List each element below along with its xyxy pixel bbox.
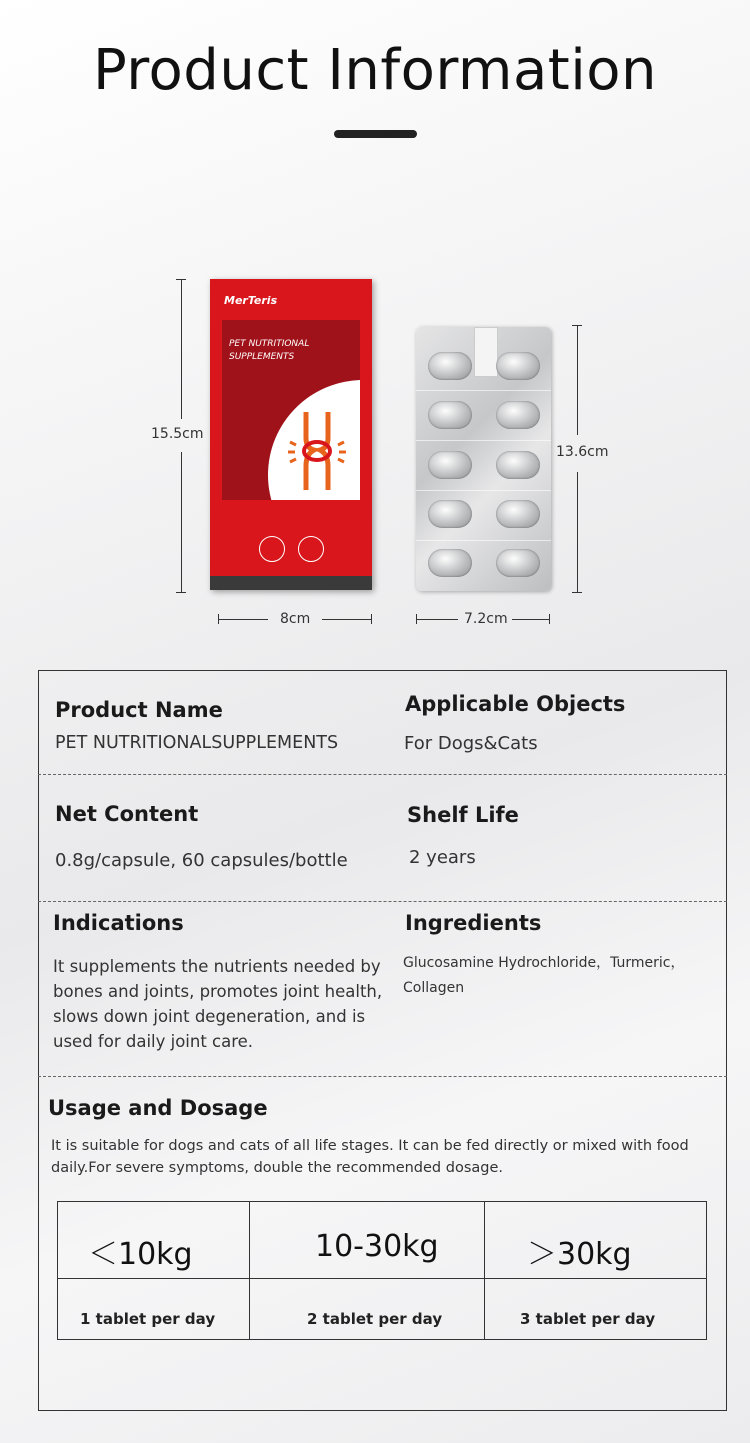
blister-perforation bbox=[416, 490, 551, 491]
net-content-value: 0.8g/capsule, 60 capsules/bottle bbox=[55, 850, 348, 871]
blister-perforation bbox=[416, 540, 551, 541]
dimension-line bbox=[181, 279, 182, 419]
dimension-tick bbox=[371, 614, 372, 624]
dimension-line bbox=[416, 619, 458, 620]
dose-cell: 2 tablet per day bbox=[307, 1310, 443, 1328]
net-content-label: Net Content bbox=[55, 802, 199, 826]
capsule bbox=[428, 352, 472, 380]
row-divider bbox=[38, 1076, 727, 1077]
dimension-tick bbox=[572, 592, 582, 593]
usage-text: It is suitable for dogs and cats of all life stages. It can be fed directly or mixed with food daily.For severe symptoms, double the recommended dosage. bbox=[51, 1138, 689, 1176]
blister-perforation bbox=[416, 390, 551, 391]
page-title: Product Information bbox=[92, 38, 658, 103]
dimension-line bbox=[181, 452, 182, 592]
blister-perforation bbox=[416, 440, 551, 441]
product-name-label: Product Name bbox=[55, 698, 223, 722]
ingredients-value: Glucosamine Hydrochloride，Turmeric，Collagen bbox=[403, 955, 685, 996]
capsule bbox=[496, 451, 540, 479]
weight-cell: ＜10kg bbox=[88, 1237, 193, 1272]
title-underline bbox=[334, 130, 417, 138]
box-label-text: PET NUTRITIONAL SUPPLEMENTS bbox=[229, 339, 310, 362]
dimension-line bbox=[577, 472, 578, 592]
product-name-value: PET NUTRITIONALSUPPLEMENTS bbox=[55, 733, 339, 753]
capsule bbox=[496, 500, 540, 528]
indications-value: It supplements the nutrients needed by bones and joints, promotes joint health, slows down joint degeneration, and is used for daily joint care. bbox=[53, 957, 383, 1051]
nutrition-icon bbox=[259, 536, 285, 562]
box-width-label: 8cm bbox=[280, 611, 311, 627]
applicable-objects-label: Applicable Objects bbox=[405, 692, 626, 716]
quality-icon bbox=[298, 536, 324, 562]
blister-width-label: 7.2cm bbox=[464, 611, 508, 627]
dimension-line bbox=[218, 619, 268, 620]
capsule bbox=[428, 451, 472, 479]
applicable-objects-value: For Dogs&Cats bbox=[404, 733, 538, 754]
dimension-line bbox=[322, 619, 372, 620]
dose-cell: 3 tablet per day bbox=[520, 1310, 656, 1328]
dimension-line bbox=[512, 619, 550, 620]
box-height-label: 15.5cm bbox=[151, 426, 204, 442]
capsule bbox=[428, 549, 472, 577]
box-base-strip bbox=[210, 576, 372, 590]
dose-cell: 1 tablet per day bbox=[80, 1310, 216, 1328]
dimension-tick bbox=[549, 614, 550, 624]
dosage-table-divider bbox=[57, 1278, 707, 1279]
capsule bbox=[428, 500, 472, 528]
dosage-table-divider bbox=[484, 1201, 485, 1340]
dimension-line bbox=[577, 325, 578, 435]
row-divider bbox=[38, 901, 727, 902]
indications-label: Indications bbox=[53, 911, 184, 935]
joint-icon bbox=[284, 408, 350, 494]
capsule bbox=[496, 401, 540, 429]
row-divider bbox=[38, 774, 727, 775]
dimension-tick bbox=[176, 592, 186, 593]
capsule bbox=[496, 352, 540, 380]
weight-cell: 10-30kg bbox=[315, 1229, 439, 1264]
capsule bbox=[428, 401, 472, 429]
shelf-life-label: Shelf Life bbox=[407, 803, 519, 827]
blister-tag bbox=[474, 327, 498, 377]
shelf-life-value: 2 years bbox=[409, 847, 476, 868]
ingredients-label: Ingredients bbox=[405, 911, 542, 935]
usage-label: Usage and Dosage bbox=[48, 1096, 268, 1120]
capsule bbox=[496, 549, 540, 577]
weight-cell: ＞30kg bbox=[527, 1237, 632, 1272]
brand-logo: MerTeris bbox=[224, 294, 278, 307]
dosage-table-divider bbox=[249, 1201, 250, 1340]
blister-height-label: 13.6cm bbox=[556, 444, 609, 460]
